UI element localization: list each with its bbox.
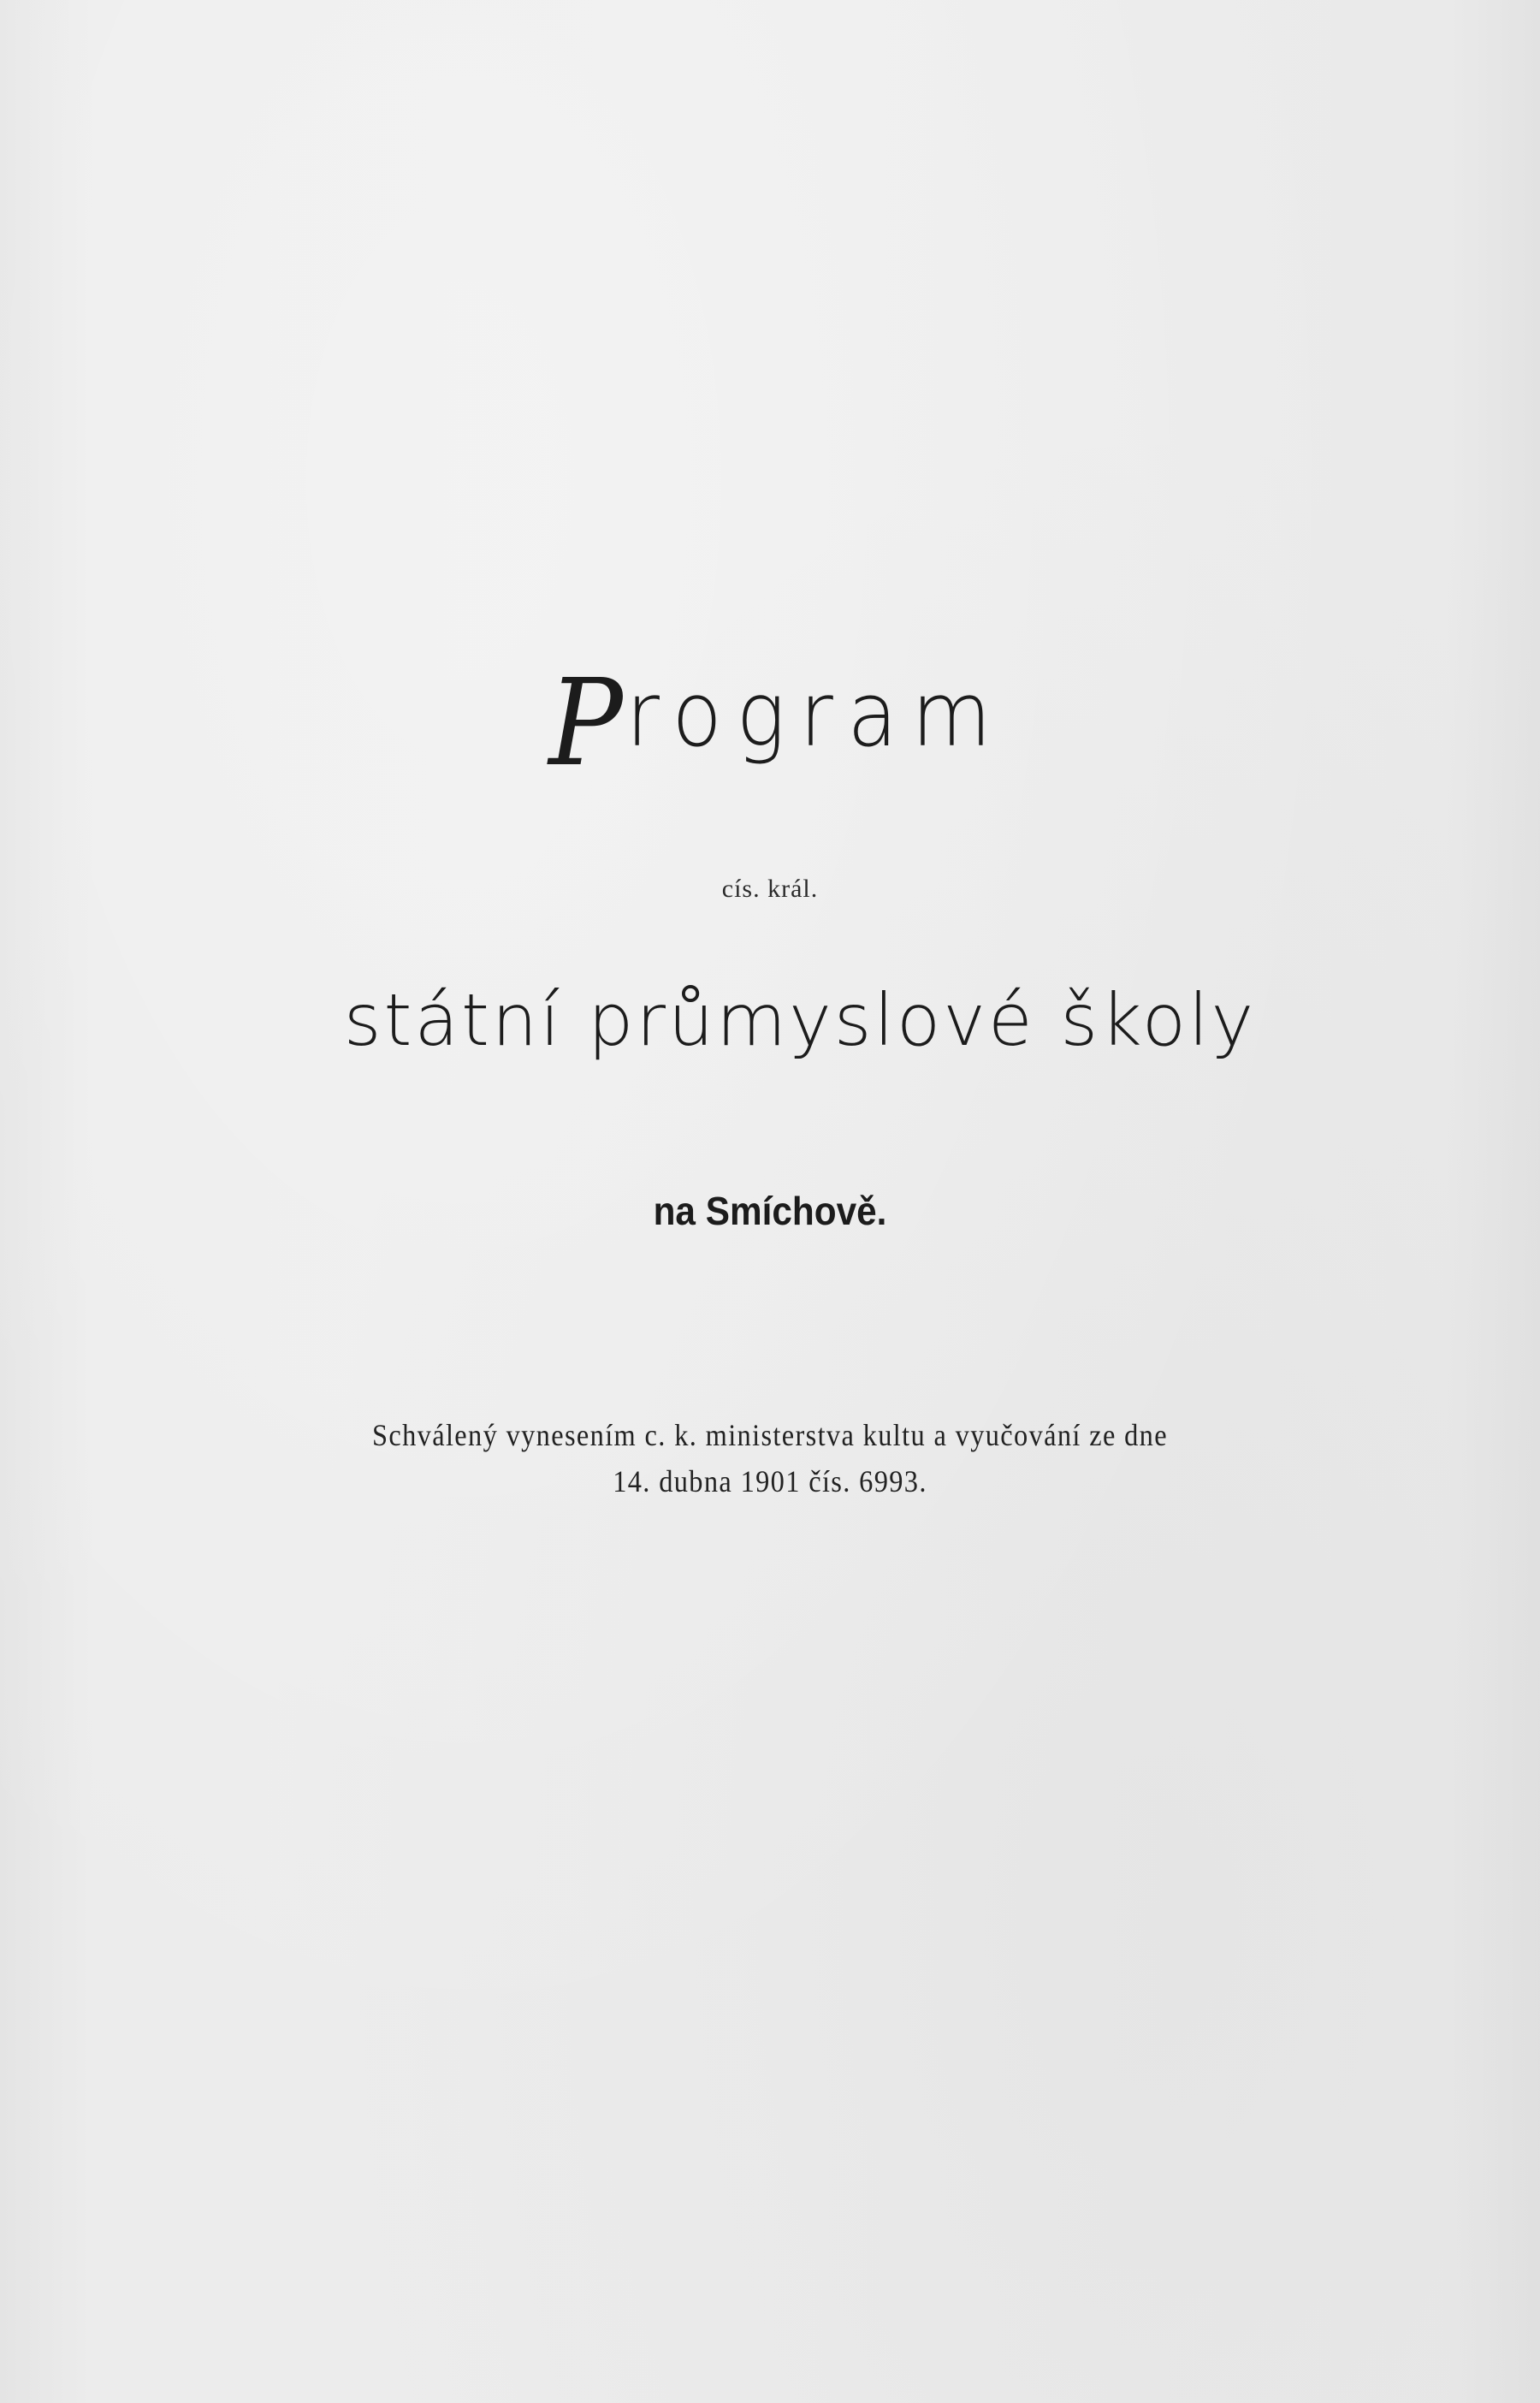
title-school-name: státní průmyslové školy <box>343 978 1257 1062</box>
title-program <box>62 654 1478 793</box>
title-rest: rogram <box>625 662 1006 767</box>
title-initial: P <box>548 654 626 793</box>
title-location: na Smíchově. <box>653 1189 887 1233</box>
approval-note <box>77 1412 1463 1504</box>
approval-line-2: 14. dubna 1901 čís. 6993. <box>613 1464 927 1498</box>
subtitle-imperial-royal: cís. král. <box>721 875 819 903</box>
approval-line-1: Schválený vynesením c. k. ministerstva kultu a vyučování ze dne <box>372 1418 1168 1452</box>
